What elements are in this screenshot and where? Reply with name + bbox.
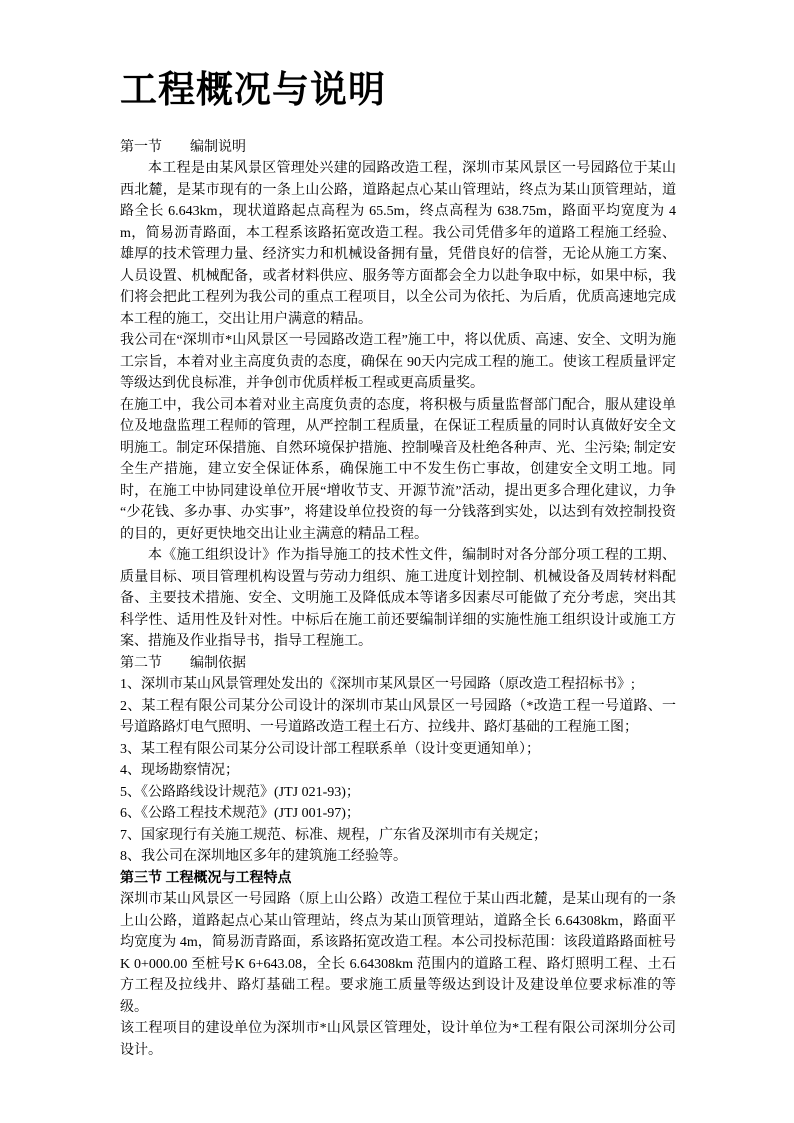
section-1-paragraph-3: 在施工中，我公司本着对业主高度负责的态度，将积极与质量监督部门配合，服从建设单位及地盘监理工程师的管理，从严控制工程质量，在保证工程质量的同时认真做好安全文明施工。制定环保措施、自然环境保护措施、控制噪音及杜绝各种声、光、尘污染; 制定安全生产措施，建立安全保证体系，确保施工中不发生伤亡事故，创建安全文明工地。同时，在施工中协同建设单位开展“增收节支、开源节流”活动，提出更多合理化建议，力争“少花钱、多办事、办实事”，将建设单位投资的每一分钱落到实处，以达到有效控制投资的目的，更好更快地交出让业主满意的精品工程。 bbox=[120, 397, 676, 542]
section-3-paragraph-2: 该工程项目的建设单位为深圳市*山风景区管理处，设计单位为*工程有限公司深圳分公司设计。 bbox=[120, 1021, 676, 1058]
section-1-paragraph-2: 我公司在“深圳市*山风景区一号园路改造工程”施工中，将以优质、高速、安全、文明为施工宗旨，本着对业主高度负责的态度，确保在 90天内完成工程的施工。使该工程质量评定等级达到优良标准，并争创市优质样板工程或更高质量奖。 bbox=[120, 333, 676, 392]
reference-list-item-6: 6、《公路工程技术规范》(JTJ 001-97)； bbox=[120, 806, 360, 822]
document-title: 工程概况与说明 bbox=[120, 70, 386, 111]
reference-list-item-8: 8、我公司在深圳地区多年的建筑施工经验等。 bbox=[120, 849, 407, 865]
reference-list-item-2: 2、某工程有限公司某分公司设计的深圳市某山风景区一号园路（*改造工程一号道路、一号道路路灯电气照明、一号道路改造工程土石方、拉线井、路灯基础的工程施工图； bbox=[120, 698, 676, 736]
section-3-paragraph-1: 深圳市某山风景区一号园路（原上山公路）改造工程位于某山西北麓，是某山现有的一条上山公路，道路起点心某山管理站，终点为某山顶管理站，道路全长 6.64308km，路面平均宽度为 4m，简易沥青路面，系该路拓宽改造工程。本公司投标范围：该段道路路面桩号K 0+000.00 至桩号K 6+643.08，全长 6.64308km 范围内的道路工程、路灯照明工程、土石方工程及拉线井、路灯基础工程。要求施工质量等级达到设计及建设单位要求标准的等级。 bbox=[120, 892, 676, 1015]
reference-list-item-5: 5、《公路路线设计规范》(JTJ 021-93)； bbox=[120, 784, 360, 800]
reference-list bbox=[120, 674, 676, 868]
section-3-heading: 第三节 工程概况与工程特点 bbox=[120, 870, 292, 886]
reference-list-item-7: 7、国家现行有关施工规范、标准、规程，广东省及深圳市有关规定； bbox=[120, 827, 547, 843]
section-1-paragraph-1: 本工程是由某风景区管理处兴建的园路改造工程，深圳市某风景区一号园路位于某山西北麓，是某市现有的一条上山公路，道路起点心某山管理站，终点为某山顶管理站，道路全长 6.643km，现状道路起点高程为 65.5m，终点高程为 638.75m，路面平均宽度为 4m，简易沥青路面，本工程系该路拓宽改造工程。我公司凭借多年的道路工程施工经验、雄厚的技术管理力量、经济实力和机械设备拥有量，凭借良好的信誉，无论从施工方案、人员设置、机械配备，或者材料供应、服务等方面都会全力以赴争取中标，如果中标，我们将会把此工程列为我公司的重点工程项目，以全公司为依托、为后盾，优质高速地完成本工程的施工，交出让用户满意的精品。 bbox=[120, 161, 676, 327]
section-2-heading: 第二节 编制依据 bbox=[120, 655, 246, 671]
reference-list-item-1: 1、深圳市某山风景管理处发出的《深圳市某风景区一号园路（原改造工程招标书》; bbox=[120, 677, 635, 693]
section-1-paragraph-4: 本《施工组织设计》作为指导施工的技术性文件，编制时对各分部分项工程的工期、质量目标、项目管理机构设置与劳动力组织、施工进度计划控制、机械设备及周转材料配备、主要技术措施、安全、文明施工及降低成本等诸多因素尽可能做了充分考虑，突出其科学性、适用性及针对性。中标后在施工前还要编制详细的实施性施工组织设计或施工方案、措施及作业指导书，指导工程施工。 bbox=[120, 548, 676, 650]
reference-list-item-3: 3、某工程有限公司某分公司设计部工程联系单（设计变更通知单）； bbox=[120, 741, 540, 757]
section-1-heading: 第一节 编制说明 bbox=[120, 139, 246, 155]
reference-list-item-4: 4、现场勘察情况； bbox=[120, 763, 239, 779]
